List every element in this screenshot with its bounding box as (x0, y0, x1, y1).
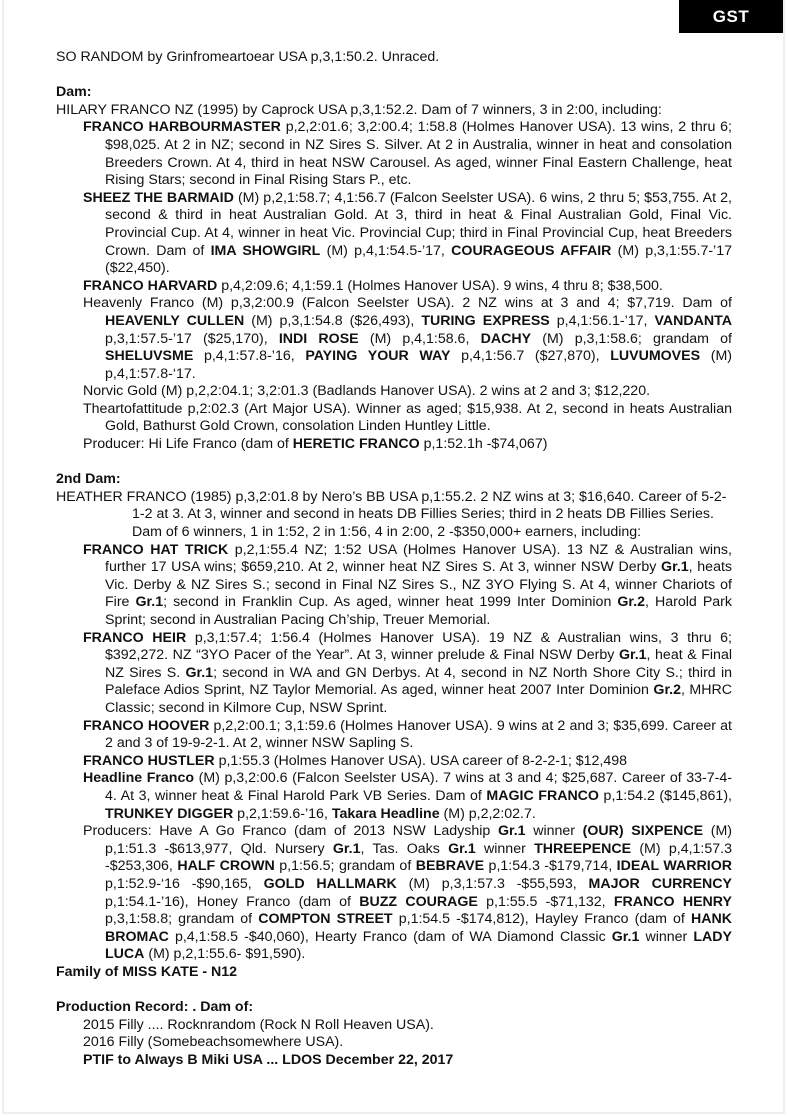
production-item: 2015 Filly .... Rocknrandom (Rock N Roll Heaven USA). (83, 1016, 434, 1033)
production-heading: Production Record: . Dam of: (56, 999, 254, 1016)
second-dam-entry: FRANCO HAT TRICK p,2,1:55.4 NZ; 1:52 USA (Holmes Hanover USA). 13 NZ & Australian wins, further 17 USA wins; $659,210. At 2, winner heat NZ Sires S. At 3, winner NSW Derby Gr.1, heats Vic. Derby & NZ Sires S.; second in Final NZ Sires S., NZ 3YO Flying S. At 4, winner Chariots of Fire Gr.1; second in Franklin Cup. As aged, winner heat 1999 Inter Dominion Gr.2, Harold Park Sprint; second in Australian Pacing Ch’ship, Treuer Memorial. (83, 541, 733, 628)
second-dam-entry: FRANCO HEIR p,3,1:57.4; 1:56.4 (Holmes Hanover USA). 19 NZ & Australian wins, 3 thru 6; $392,272. NZ “3YO Pacer of the Year”. At 3, winner prelude & Final NSW Derby Gr.1, heat & Final NZ Sires S. Gr.1; second in WA and GN Derbys. At 4, second in NZ North Shore City S.; third in Paleface Adios Sprint, NZ Taylor Memorial. As aged, winner heat 2007 Inter Dominion Gr.2, MHRC Classic; second in Kilmore Cup, NSW Sprint. (83, 629, 732, 716)
dam-entry: Producer: Hi Life Franco (dam of HERETIC FRANCO p,1:52.1h -$74,067) (83, 436, 548, 453)
second-dam-entry: FRANCO HUSTLER p,1:55.3 (Holmes Hanover USA). USA career of 8-2-2-1; $12,498 (83, 752, 628, 769)
dam-entry: SHEEZ THE BARMAID (M) p,2,1:58.7; 4,1:56.7 (Falcon Seelster USA). 6 wins, 2 thru 5; $53,755. At 2, second & third in heat Australian Gold. At 3, third in heat & Final Australian Gold, Final Vic. Provincial Cup. At 4, winner in heat Vic. Provincial Cup; third in Final Provincial Cup, heat Breeders Crown. Dam of IMA SHOWGIRL (M) p,4,1:54.5-’17, COURAGEOUS AFFAIR (M) p,3,1:55.7-’17 ($22,450). (83, 189, 732, 277)
dam-line: HILARY FRANCO NZ (1995) by Caprock USA p,3,1:52.2. Dam of 7 winners, 3 in 2:00, including: (56, 101, 662, 118)
ptif-line: PTIF to Always B Miki USA ... LDOS December 22, 2017 (83, 1051, 454, 1068)
dam-entry: Heavenly Franco (M) p,3,2:00.9 (Falcon Seelster USA). 2 NZ wins at 3 and 4; $7,719. Dam of HEAVENLY CULLEN (M) p,3,1:54.8 ($26,493), TURING EXPRESS p,4,1:56.1-’17, VANDANTA p,3,1:57.5-’17 ($25,170), INDI ROSE (M) p,4,1:58.6, DACHY (M) p,3,1:58.6; grandam of SHELUVSME p,4,1:57.8-’16, PAYING YOUR WAY p,4,1:56.7 ($27,870), LUVUMOVES (M) p,4,1:57.8-‘17. (83, 295, 733, 382)
second-dam-heading: 2nd Dam: (56, 471, 121, 488)
second-dam-line: HEATHER FRANCO (1985) p,3,2:01.8 by Nero’s BB USA p,1:55.2. 2 NZ wins at 3; $16,640. Career of 5-2-1-2 at 3. At 3, winner and second in heats DB Fillies Series; third in 2 heats DB Fillies Series. Dam of 6 winners, 1 in 1:52, 2 in 1:56, 4 in 2:00, 2 -$350,000+ earners, including: (56, 488, 727, 541)
dam-entry: FRANCO HARBOURMASTER p,2,2:01.6; 3,2:00.4; 1:58.8 (Holmes Hanover USA). 13 wins, 2 thru 6; $98,025. At 2 in NZ; second in NZ Sires S. Silver. At 2 in Australia, winner in heat and consolation Breeders Crown. At 4, third in heat NSW Carousel. As aged, winner Final Eastern Challenge, heat Rising Stars; second in Final Rising Stars P., etc. (83, 119, 732, 189)
dam-entry: Norvic Gold (M) p,2,2:04.1; 3,2:01.3 (Badlands Hanover USA). 2 wins at 2 and 3; $12,220. (83, 383, 651, 400)
sire-line: SO RANDOM by Grinfromeartoear USA p,3,1:50.2. Unraced. (56, 49, 440, 65)
dam-entry: FRANCO HARVARD p,4,2:09.6; 4,1:59.1 (Holmes Hanover USA). 9 wins, 4 thru 8; $38,500. (83, 277, 663, 294)
second-dam-entry: Headline Franco (M) p,3,2:00.6 (Falcon Seelster USA). 7 wins at 3 and 4; $25,687. Career of 33-7-4-4. At 3, winner heat & Final Harold Park VB Series. Dam of MAGIC FRANCO p,1:54.2 ($145,861), TRUNKEY DIGGER p,2,1:59.6-’16, Takara Headline (M) p,2,2:02.7. (83, 770, 732, 822)
pedigree-document (56, 49, 732, 1069)
gst-badge: GST (679, 0, 783, 33)
dam-heading: Dam: (56, 84, 92, 101)
family-line: Family of MISS KATE - N12 (56, 963, 238, 980)
dam-entry: Theartofattitude p,2:02.3 (Art Major USA). Winner as aged; $15,938. At 2, second in heats Australian Gold, Bathurst Gold Crown, consolation Linden Huntley Little. (83, 400, 732, 435)
production-item: 2016 Filly (Somebeachsomewhere USA). (83, 1034, 344, 1051)
second-dam-entry: FRANCO HOOVER p,2,2:00.1; 3,1:59.6 (Holmes Hanover USA). 9 wins at 2 and 3; $35,699. Career at 2 and 3 of 19-9-2-1. At 2, winner NSW Sapling S. (83, 717, 732, 752)
second-dam-producers: Producers: Have A Go Franco (dam of 2013 NSW Ladyship Gr.1 winner (OUR) SIXPENCE (M) p,1:51.3 -$613,977, Qld. Nursery Gr.1, Tas. Oaks Gr.1 winner THREEPENCE (M) p,4,1:57.3 -$253,306, HALF CROWN p,1:56.5; grandam of BEBRAVE p,1:54.3 -$179,714, IDEAL WARRIOR p,1:52.9-‘16 -$90,165, GOLD HALLMARK (M) p,3,1:57.3 -$55,593, MAJOR CURRENCY p,1:54.1-’16), Honey Franco (dam of BUZZ COURAGE p,1:55.5 -$71,132, FRANCO HENRY p,3,1:58.8; grandam of COMPTON STREET p,1:54.5 -$174,812), Hayley Franco (dam of HANK BROMAC p,4,1:58.5 -$40,060), Hearty Franco (dam of WA Diamond Classic Gr.1 winner LADY LUCA (M) p,2,1:55.6- $91,590). (83, 823, 732, 963)
